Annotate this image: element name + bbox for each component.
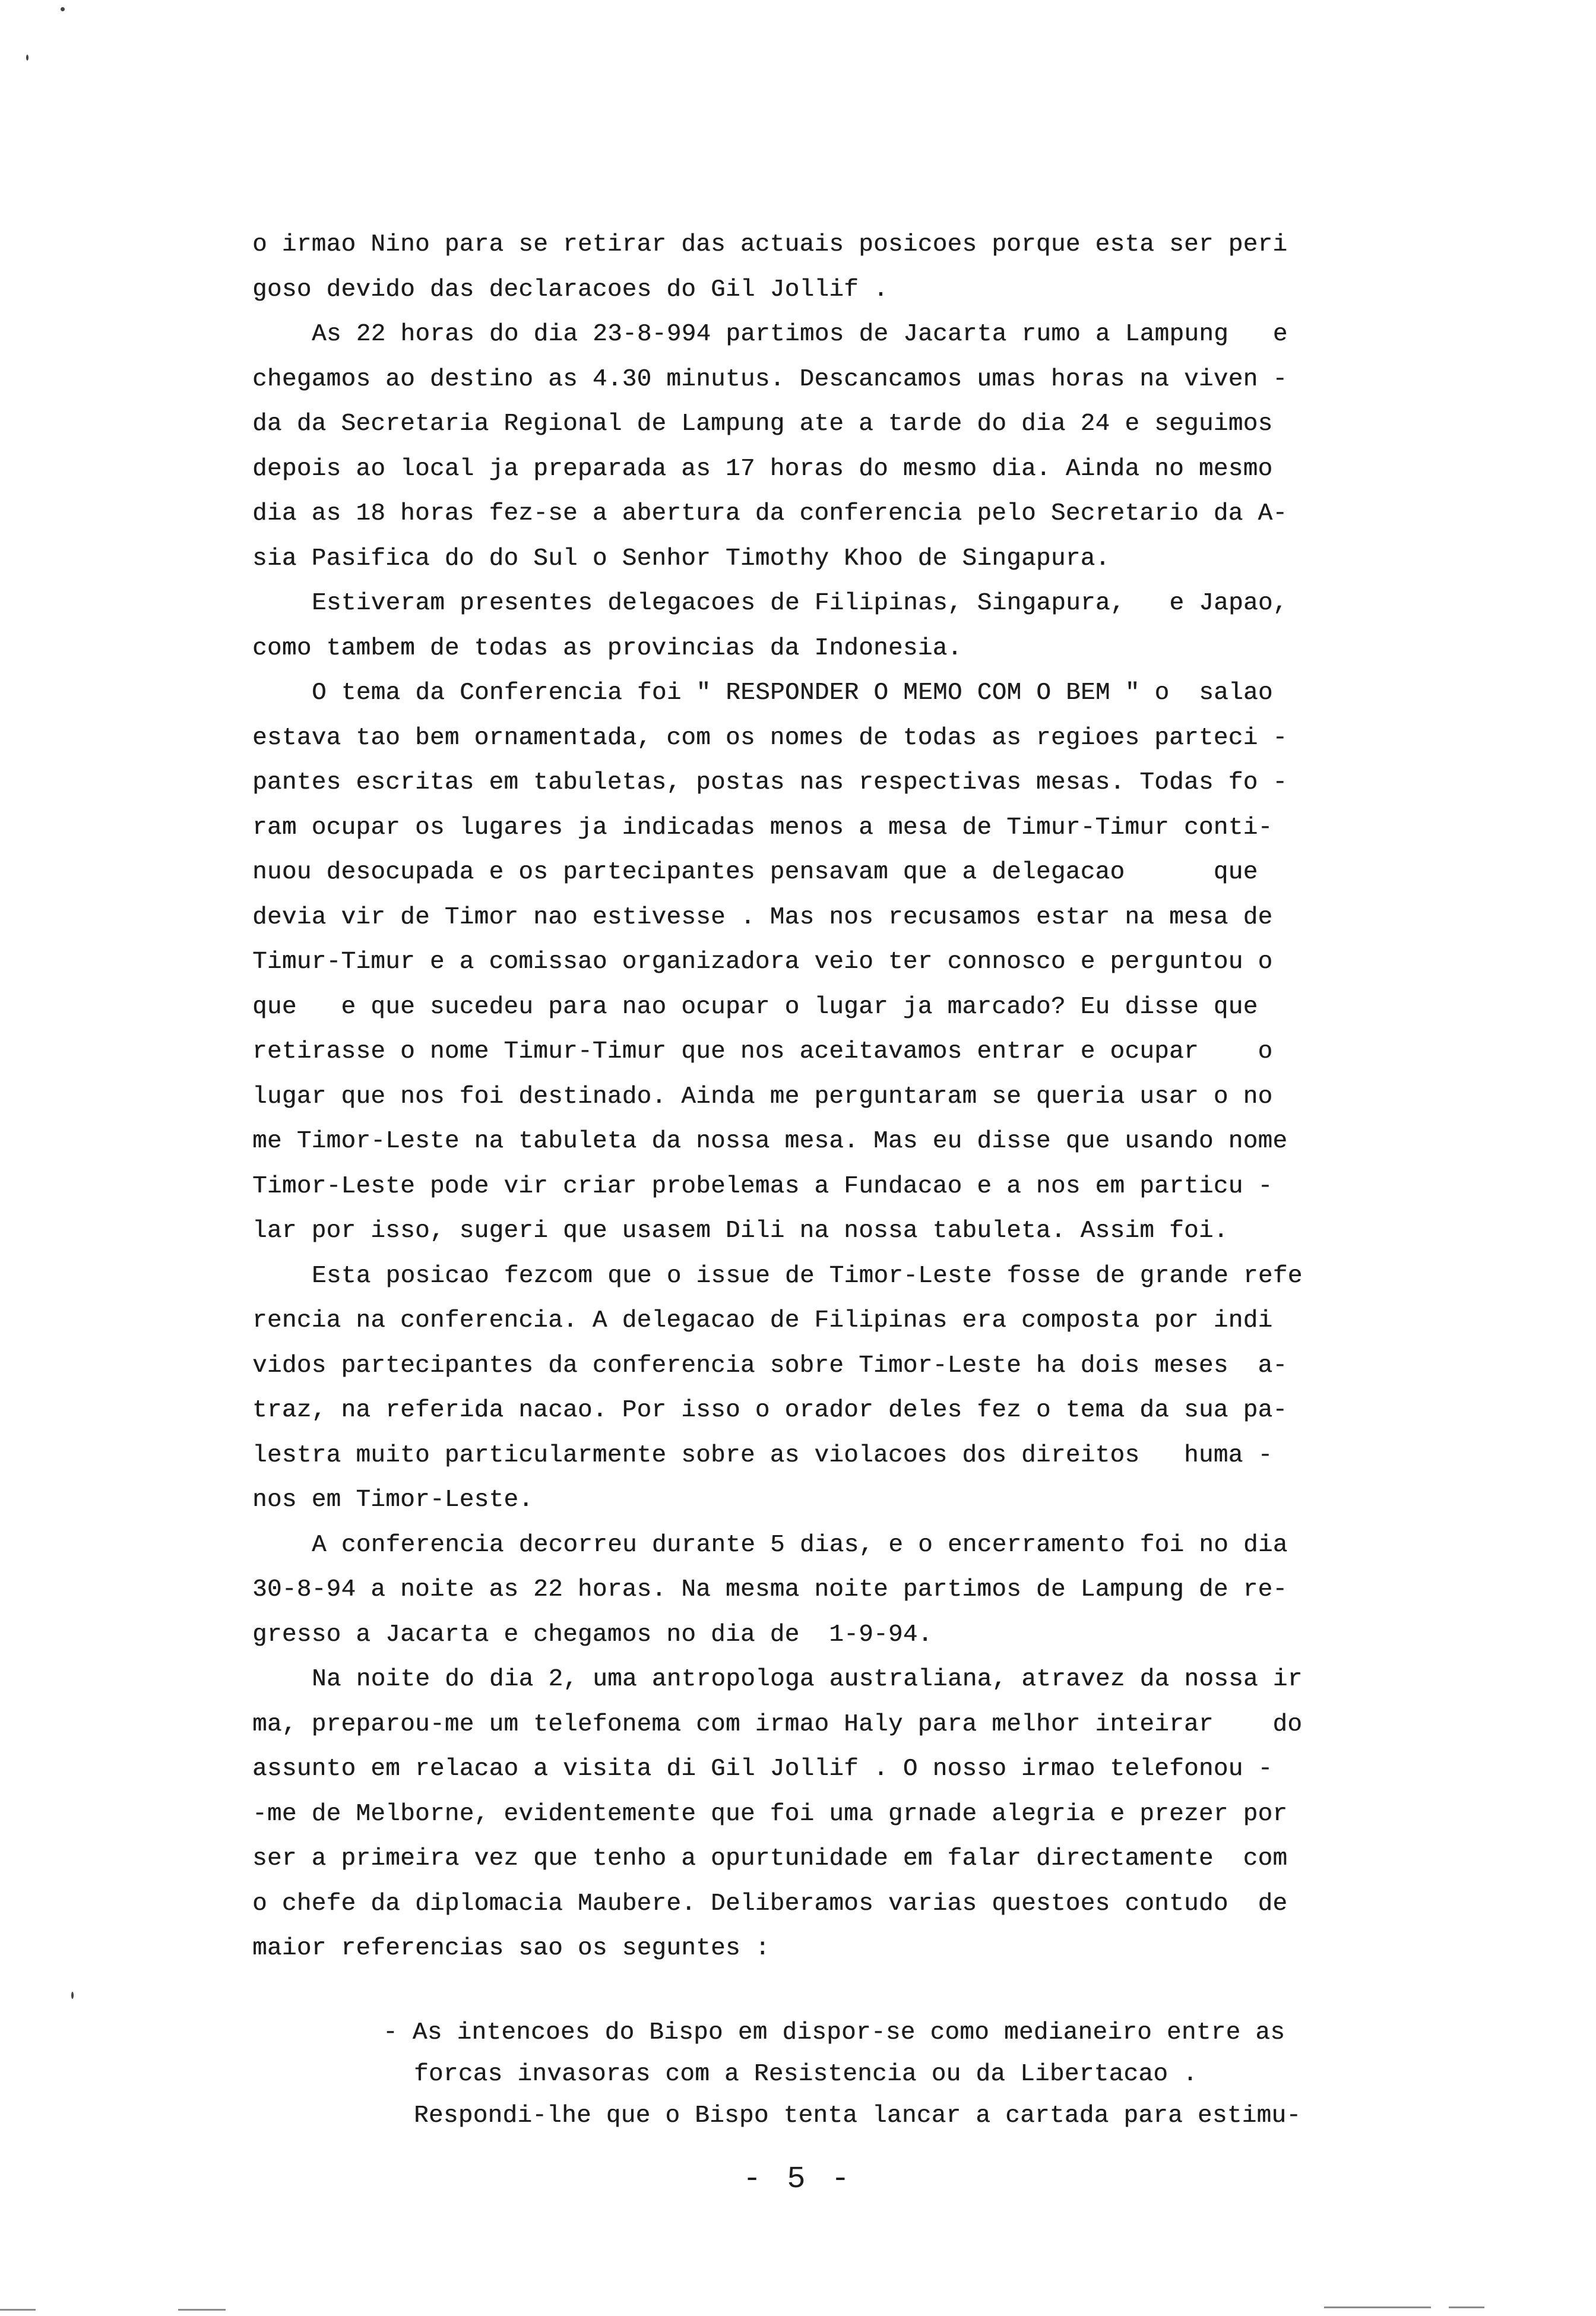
text-line: Timor-Leste pode vir criar probelemas a Fundacao e a nos em particu - xyxy=(252,1172,1273,1200)
text-line: -me de Melborne, evidentemente que foi uma grnade alegria e prezer por xyxy=(252,1800,1288,1828)
body-text xyxy=(252,223,1309,1972)
text-line: estava tao bem ornamentada, com os nomes de todas as regioes parteci - xyxy=(252,724,1288,752)
list-item-continuation: Respondi-lhe que o Bispo tenta lancar a cartada para estimu- xyxy=(414,2102,1302,2130)
text-line: chegamos ao destino as 4.30 minutus. Descancamos umas horas na viven - xyxy=(252,365,1288,393)
list-item: - As intencoes do Bispo em dispor-se como medianeiro entre as xyxy=(383,2019,1285,2046)
text-line: lugar que nos foi destinado. Ainda me perguntaram se queria usar o no xyxy=(252,1083,1273,1110)
text-line: assunto em relacao a visita di Gil Jollif . O nosso irmao telefonou - xyxy=(252,1755,1273,1783)
text-line: Esta posicao fezcom que o issue de Timor-Leste fosse de grande refe xyxy=(312,1262,1303,1290)
text-line: me Timor-Leste na tabuleta da nossa mesa. Mas eu disse que usando nome xyxy=(252,1128,1288,1155)
text-line: 30-8-94 a noite as 22 horas. Na mesma noite partimos de Lampung de re- xyxy=(252,1576,1288,1603)
scan-artifact xyxy=(0,2309,36,2311)
bullet-list xyxy=(383,2012,1333,2137)
text-line: lestra muito particularmente sobre as violacoes dos direitos huma - xyxy=(252,1441,1273,1469)
text-line: maior referencias sao os seguntes : xyxy=(252,1935,770,1962)
scan-speck xyxy=(61,7,65,11)
text-line: retirasse o nome Timur-Timur que nos aceitavamos entrar e ocupar o xyxy=(252,1038,1273,1065)
text-line: dia as 18 horas fez-se a abertura da conferencia pelo Secretario da A- xyxy=(252,500,1288,527)
text-line: depois ao local ja preparada as 17 horas do mesmo dia. Ainda no mesmo xyxy=(252,455,1273,483)
scan-artifact xyxy=(178,2309,226,2311)
text-line: rencia na conferencia. A delegacao de Filipinas era composta por indi xyxy=(252,1307,1273,1334)
text-line: pantes escritas em tabuletas, postas nas respectivas mesas. Todas fo - xyxy=(252,769,1288,796)
text-line: ram ocupar os lugares ja indicadas menos a mesa de Timur-Timur conti- xyxy=(252,814,1273,841)
text-line: devia vir de Timor nao estivesse . Mas nos recusamos estar na mesa de xyxy=(252,903,1273,931)
text-line: O tema da Conferencia foi " RESPONDER O MEMO COM O BEM " o salao xyxy=(312,679,1273,707)
text-line: o irmao Nino para se retirar das actuais posicoes porque esta ser peri xyxy=(252,231,1288,258)
text-line: da da Secretaria Regional de Lampung ate a tarde do dia 24 e seguimos xyxy=(252,410,1273,438)
text-line: gresso a Jacarta e chegamos no dia de 1-9-94. xyxy=(252,1621,933,1649)
text-line: ser a primeira vez que tenho a opurtunidade em falar directamente com xyxy=(252,1845,1288,1872)
text-line: lar por isso, sugeri que usasem Dili na nossa tabuleta. Assim foi. xyxy=(252,1217,1228,1245)
text-line: sia Pasifica do do Sul o Senhor Timothy Khoo de Singapura. xyxy=(252,545,1110,572)
text-line: vidos partecipantes da conferencia sobre Timor-Leste ha dois meses a- xyxy=(252,1352,1288,1380)
text-line: nos em Timor-Leste. xyxy=(252,1486,534,1514)
text-line: goso devido das declaracoes do Gil Jollif . xyxy=(252,276,888,303)
text-line: que e que sucedeu para nao ocupar o lugar ja marcado? Eu disse que xyxy=(252,993,1258,1021)
text-line: Timur-Timur e a comissao organizadora veio ter connosco e perguntou o xyxy=(252,948,1273,976)
scan-artifact xyxy=(1449,2306,1484,2308)
list-item-continuation: forcas invasoras com a Resistencia ou da Libertacao . xyxy=(414,2061,1198,2088)
text-line: como tambem de todas as provincias da Indonesia. xyxy=(252,634,962,662)
text-line: nuou desocupada e os partecipantes pensavam que a delegacao que xyxy=(252,859,1258,886)
text-line: As 22 horas do dia 23-8-994 partimos de Jacarta rumo a Lampung e xyxy=(312,321,1288,348)
text-line: Na noite do dia 2, uma antropologa australiana, atravez da nossa ir xyxy=(312,1666,1303,1693)
scan-artifact xyxy=(1324,2306,1431,2308)
text-line: Estiveram presentes delegacoes de Filipinas, Singapura, e Japao, xyxy=(312,590,1288,617)
page-number: - 5 - xyxy=(742,2162,854,2197)
text-line: o chefe da diplomacia Maubere. Deliberamos varias questoes contudo de xyxy=(252,1890,1288,1918)
scan-speck xyxy=(26,55,28,61)
text-line: ma, preparou-me um telefonema com irmao Haly para melhor inteirar do xyxy=(252,1710,1303,1738)
text-line: A conferencia decorreu durante 5 dias, e o encerramento foi no dia xyxy=(312,1531,1288,1559)
text-line: traz, na referida nacao. Por isso o orador deles fez o tema da sua pa- xyxy=(252,1397,1288,1424)
scan-speck xyxy=(71,1992,74,1999)
